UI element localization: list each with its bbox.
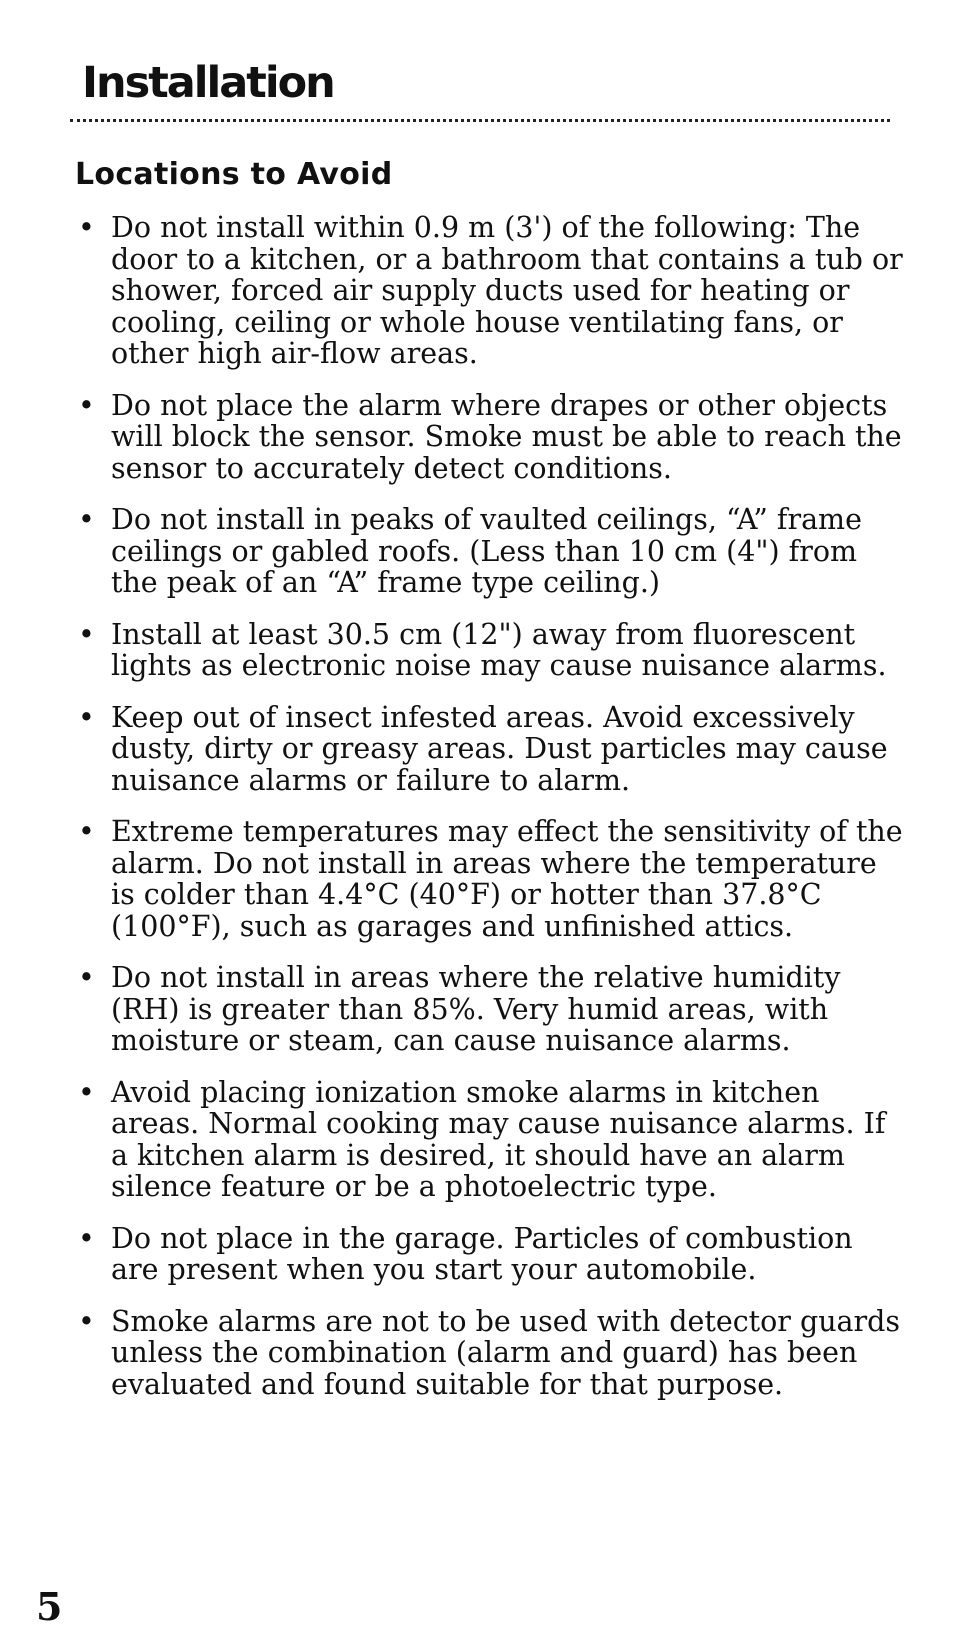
list-item-text: Do not place the alarm where drapes or other objects will block the sensor. Smoke must be able to reach the sensor to accurately detect conditions.: [111, 388, 902, 485]
list-item-text: Do not install in areas where the relative humidity (RH) is greater than 85%. Very humid areas, with moisture or steam, can cause nuisance alarms.: [111, 961, 841, 1057]
bullet-icon: •: [78, 503, 95, 536]
list-item-text: Avoid placing ionization smoke alarms in kitchen areas. Normal cooking may cause nuisance alarms. If a kitchen alarm is desired, it should have an alarm silence feature or be a photoelectric type.: [111, 1075, 886, 1203]
list-item-text: Keep out of insect infested areas. Avoid excessively dusty, dirty or greasy areas. Dust particles may cause nuisance alarms or failure to alarm.: [111, 700, 888, 797]
page-number: 5: [36, 1584, 63, 1629]
section-heading: Locations to Avoid: [75, 157, 393, 192]
locations-list: [78, 212, 908, 1420]
list-item-text: Do not place in the garage. Particles of combustion are present when you start your automobile.: [111, 1221, 853, 1286]
list-item-text: Do not install in peaks of vaulted ceilings, “A” frame ceilings or gabled roofs. (Less than 10 cm (4") from the peak of an “A” frame type ceiling.): [111, 503, 862, 599]
bullet-icon: •: [78, 617, 95, 651]
list-item-text: Extreme temperatures may effect the sensitivity of the alarm. Do not install in areas where the temperature is colder than 4.4°C (40°F) or hotter than 37.8°C (100°F), such as garages and unfinished attics.: [111, 815, 903, 943]
list-item: [78, 619, 908, 682]
bullet-icon: •: [78, 700, 95, 734]
list-item-text: Install at least 30.5 cm (12") away from fluorescent lights as electronic noise may cause nuisance alarms.: [111, 617, 887, 682]
list-item: [78, 702, 908, 797]
dotted-divider: [70, 119, 890, 122]
bullet-icon: •: [78, 815, 95, 848]
page-title: Installation: [82, 58, 334, 108]
list-item: [78, 1223, 908, 1286]
bullet-icon: •: [78, 1304, 95, 1338]
list-item: [78, 212, 908, 370]
list-item: [78, 504, 908, 599]
list-item-text: Do not install within 0.9 m (3') of the following: The door to a kitchen, or a bathroom that contains a tub or shower, forced air supply ducts used for heating or cooling, ceiling or whole house ventilating fans, or other high air-flow areas.: [111, 211, 903, 370]
list-item: [78, 962, 908, 1057]
bullet-icon: •: [78, 961, 95, 994]
list-item: [78, 816, 908, 942]
bullet-icon: •: [78, 388, 95, 422]
list-item-text: Smoke alarms are not to be used with detector guards unless the combination (alarm and guard) has been evaluated and found suitable for that purpose.: [111, 1304, 901, 1401]
list-item: [78, 1077, 908, 1203]
list-item: [78, 390, 908, 485]
bullet-icon: •: [78, 1221, 95, 1255]
bullet-icon: •: [78, 211, 95, 244]
list-item: [78, 1306, 908, 1401]
bullet-icon: •: [78, 1075, 95, 1109]
